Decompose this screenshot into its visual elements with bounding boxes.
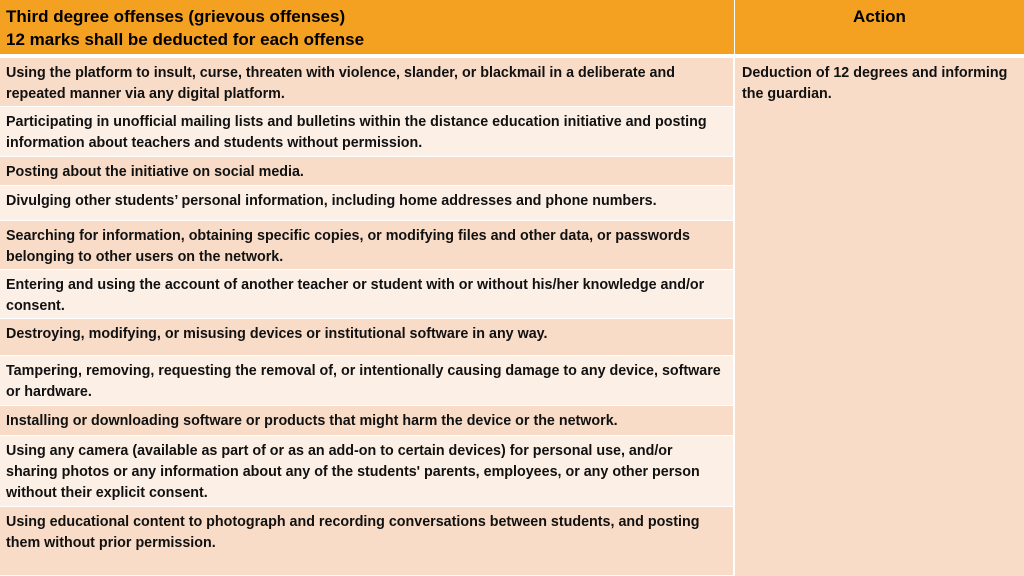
table-row: Tampering, removing, requesting the removal of, or intentionally causing damage to any device, software or hardware. <box>0 356 733 406</box>
table-row: Using the platform to insult, curse, threaten with violence, slander, or blackmail in a deliberate and repeated manner via any digital platform. <box>0 58 733 107</box>
header-title: Third degree offenses (grievous offenses) <box>6 7 346 26</box>
table-row: Divulging other students’ personal information, including home addresses and phone numbers. <box>0 186 733 221</box>
table-row: Using educational content to photograph and recording conversations between students, and posting them without prior permission. <box>0 507 733 576</box>
table-row: Searching for information, obtaining specific copies, or modifying files and other data, or passwords belonging to other users on the network. <box>0 221 733 270</box>
header-offense-column <box>0 0 733 56</box>
header-subtitle: 12 marks shall be deducted for each offense <box>6 30 365 49</box>
table-row: Participating in unofficial mailing lists and bulletins within the distance education initiative and posting information about teachers and students without permission. <box>0 107 733 157</box>
table-row: Installing or downloading software or products that might harm the device or the network. <box>0 406 733 436</box>
table-header <box>0 0 1024 56</box>
table-row: Destroying, modifying, or misusing devices or institutional software in any way. <box>0 319 733 356</box>
header-action-column: Action <box>734 0 1024 56</box>
table-row: Using any camera (available as part of or as an add-on to certain devices) for personal use, and/or sharing photos or any information about any of the students' parents, employees, or any other person without their explicit consent. <box>0 436 733 507</box>
table-row: Entering and using the account of another teacher or student with or without his/her knowledge and/or consent. <box>0 270 733 319</box>
table-row: Posting about the initiative on social media. <box>0 157 733 186</box>
action-cell: Deduction of 12 degrees and informing the guardian. <box>734 58 1024 576</box>
